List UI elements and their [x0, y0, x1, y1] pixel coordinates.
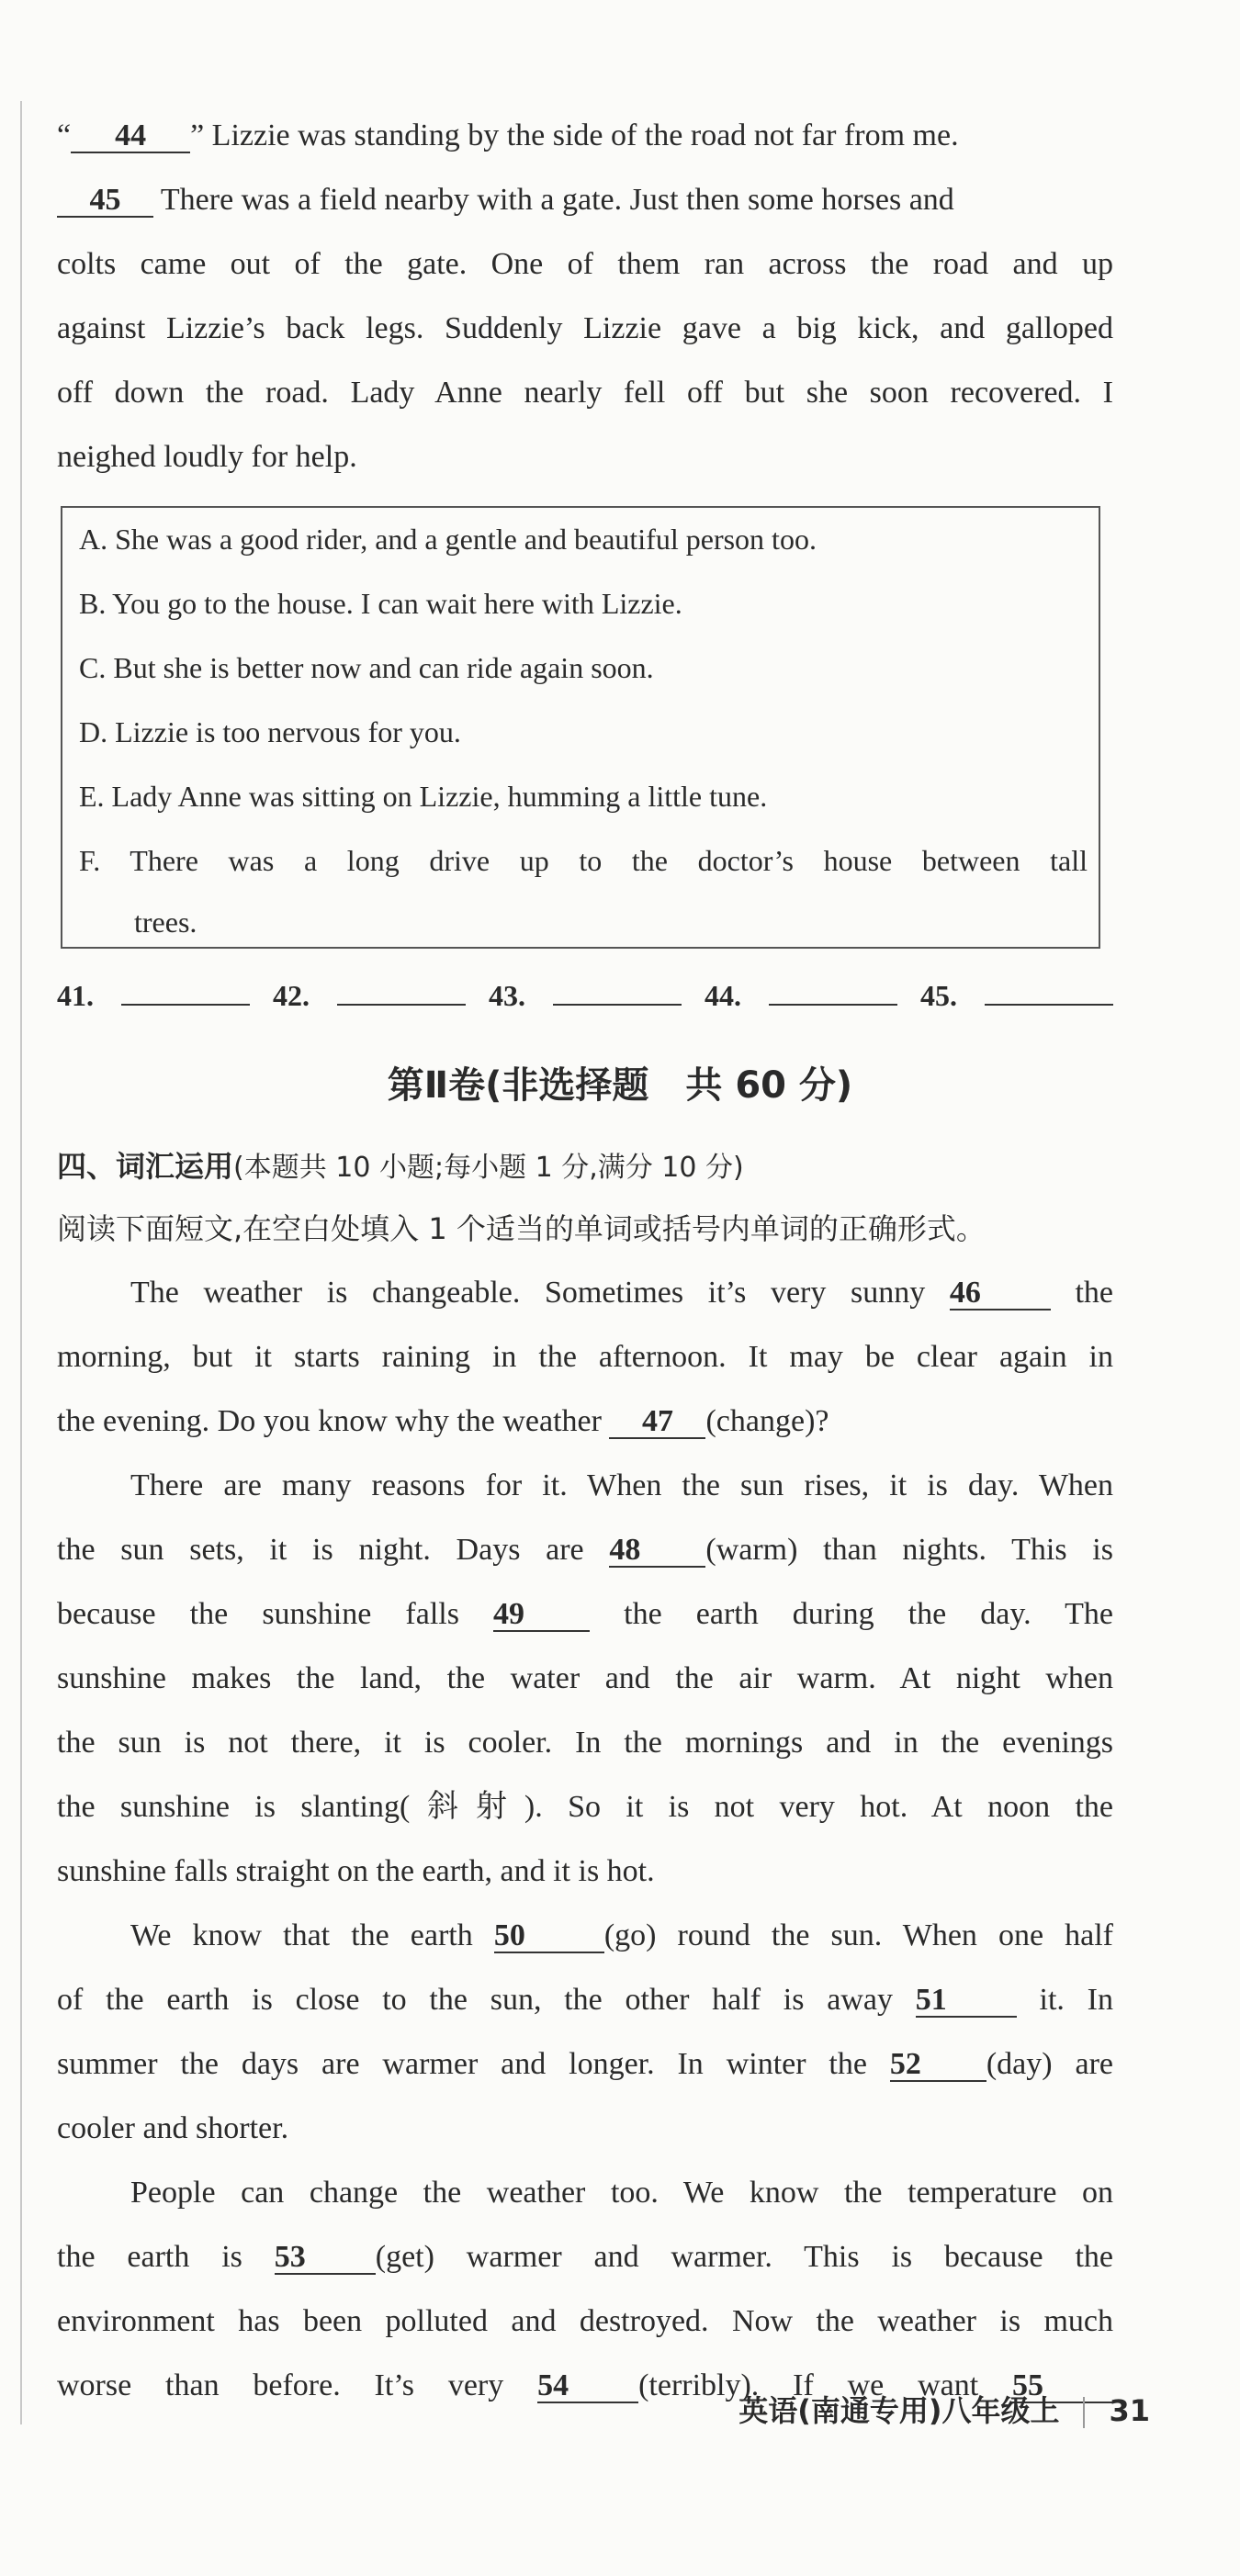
blank-50[interactable]: 50 [494, 1920, 604, 1953]
passage-line: the sunshine is slanting(斜射). So it is not very hot. At noon the [57, 1790, 1113, 1824]
passage-line: colts came out of the gate. One of them ran across the road and up [57, 247, 1113, 281]
passage-line: “ 44 ” Lizzie was standing by the side of the road not far from me. [57, 118, 959, 152]
section-4-instruction: 阅读下面短文,在空白处填入 1 个适当的单词或括号内单词的正确形式。 [57, 1211, 986, 1246]
option-d: D. Lizzie is too nervous for you. [79, 715, 461, 748]
answer-42[interactable]: 42. [273, 979, 466, 1013]
section-2-title: 第Ⅱ卷(非选择题 共 60 分) [387, 1064, 853, 1107]
passage-line: neighed loudly for help. [57, 440, 357, 474]
passage-line: There are many reasons for it. When the sun rises, it is day. When [130, 1468, 1113, 1502]
passage-line: the sun is not there, it is cooler. In the mornings and in the evenings [57, 1726, 1113, 1760]
blank-49[interactable]: 49 [493, 1599, 590, 1632]
blank-55[interactable]: 55 [1012, 2370, 1113, 2403]
passage-line: 45 There was a field nearby with a gate. Just then some horses and [57, 182, 1113, 219]
blank-46[interactable]: 46 [950, 1277, 1051, 1310]
option-f-continued: trees. [134, 906, 197, 939]
blank-48[interactable]: 48 [609, 1535, 705, 1568]
option-f: F. There was a long drive up to the doctor’s house between tall [79, 844, 1088, 877]
passage-line: worse than before. It’s very 54 (terribly). If we want 55 [57, 2368, 1113, 2404]
passage-line: because the sunshine falls 49 the earth during the day. The [57, 1597, 1114, 1631]
option-a: A. She was a good rider, and a gentle and beautiful person too. [79, 523, 817, 556]
blank-45[interactable]: 45 [57, 185, 153, 218]
passage-line: The weather is changeable. Sometimes it’s very sunny 46 the [130, 1276, 1113, 1310]
answer-44[interactable]: 44. [705, 979, 897, 1013]
blank-54[interactable]: 54 [537, 2370, 638, 2403]
passage-line: cooler and shorter. [57, 2111, 289, 2145]
passage-line: We know that the earth 50 (go) round the sun. When one half [130, 1918, 1113, 1952]
answer-43[interactable]: 43. [489, 979, 682, 1013]
passage-line: morning, but it starts raining in the afternoon. It may be clear again in [57, 1340, 1113, 1374]
left-margin-rule [20, 101, 22, 2424]
option-b: B. You go to the house. I can wait here with Lizzie. [79, 587, 682, 620]
answer-41[interactable]: 41. [57, 979, 250, 1013]
passage-line: environment has been polluted and destroyed. Now the weather is much [57, 2304, 1113, 2338]
footer-divider [1083, 2397, 1085, 2428]
passage-line: of the earth is close to the sun, the other half is away 51 it. In [57, 1983, 1114, 2017]
blank-47[interactable]: 47 [609, 1406, 705, 1439]
answer-45[interactable]: 45. [920, 979, 1113, 1013]
footer-subject: 英语(南通专用)八年级上 [738, 2393, 1060, 2428]
blank-53[interactable]: 53 [275, 2242, 376, 2275]
section-4-title: 四、词汇运用 [57, 1149, 234, 1184]
blank-52[interactable]: 52 [890, 2049, 986, 2082]
page-number: 31 [1109, 2393, 1150, 2428]
passage-line: against Lizzie’s back legs. Suddenly Lizzie gave a big kick, and galloped [57, 311, 1113, 345]
passage-line: the sun sets, it is night. Days are 48 (warm) than nights. This is [57, 1533, 1113, 1567]
passage-line: sunshine makes the land, the water and the air warm. At night when [57, 1661, 1113, 1695]
blank-44[interactable]: 44 [71, 120, 190, 153]
option-c: C. But she is better now and can ride again soon. [79, 651, 654, 684]
passage-line: the evening. Do you know why the weather 47 (change)? [57, 1404, 829, 1438]
passage-line: summer the days are warmer and longer. In winter the 52 (day) are [57, 2047, 1113, 2081]
section-4-header [57, 1143, 744, 1186]
passage-line: sunshine falls straight on the earth, and it is hot. [57, 1854, 655, 1888]
passage-line: the earth is 53 (get) warmer and warmer. This is because the [57, 2240, 1113, 2274]
page-footer [738, 2388, 1150, 2430]
answer-row [57, 979, 1113, 1013]
option-e: E. Lady Anne was sitting on Lizzie, humming a little tune. [79, 780, 768, 813]
passage-line: off down the road. Lady Anne nearly fell off but she soon recovered. I [57, 376, 1113, 410]
passage-line: People can change the weather too. We know the temperature on [130, 2176, 1113, 2210]
blank-51[interactable]: 51 [916, 1985, 1017, 2018]
section-4-note: (本题共 10 小题;每小题 1 分,满分 10 分) [233, 1152, 744, 1184]
